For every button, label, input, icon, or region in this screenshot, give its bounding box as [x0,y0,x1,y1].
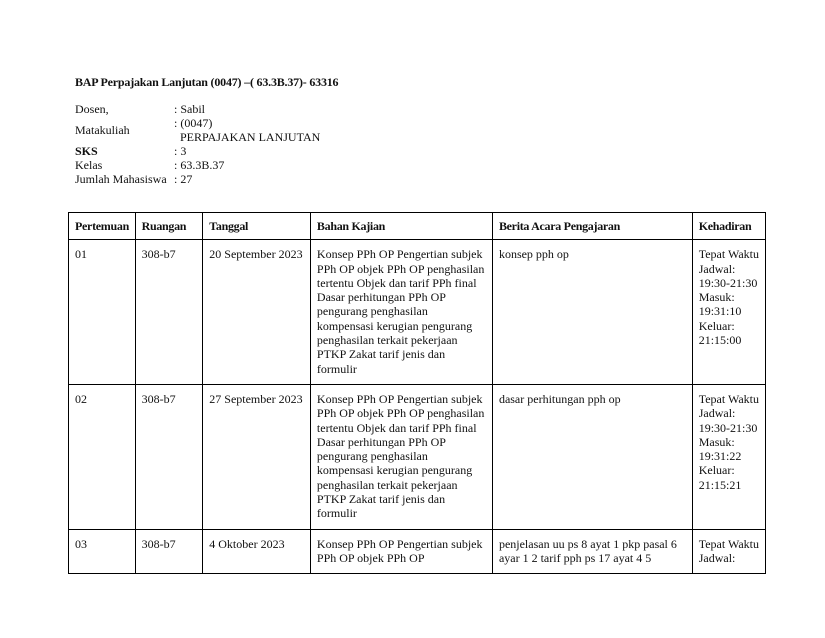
cell-ruangan: 308-b7 [135,384,203,529]
header-kehadiran: Kehadiran [692,213,765,240]
matakuliah-name: PERPAJAKAN LANJUTAN [180,130,321,144]
bap-table [68,212,766,574]
matakuliah-value [174,116,320,144]
kehadiran-masuk-value: 19:31:10 [698,304,742,319]
cell-ruangan: 308-b7 [135,529,203,574]
dosen-label: Dosen, [75,102,109,116]
kehadiran-status: Tepat Waktu [698,391,759,406]
kehadiran-keluar-value: 21:15:21 [698,477,742,492]
cell-ruangan: 308-b7 [135,240,203,385]
cell-bahan-kajian: Konsep PPh OP Pengertian subjek PPh OP objek PPh OP [310,529,492,574]
cell-kehadiran [692,384,765,529]
header-ruangan: Ruangan [135,213,203,240]
table-row [69,240,766,385]
course-info [75,102,320,186]
table-row [69,384,766,529]
header-bahan-kajian: Bahan Kajian [310,213,492,240]
table-row [69,529,766,574]
kehadiran-jadwal-label: Jadwal: [698,406,736,421]
jumlah-value: : 27 [174,172,193,186]
kehadiran-jadwal-value: 19:30-21:30 [698,420,758,435]
info-row-matakuliah [75,116,320,144]
cell-tanggal: 27 September 2023 [203,384,311,529]
dosen-value: : Sabil [174,102,206,116]
info-row-kelas [75,158,320,172]
cell-kehadiran [692,529,765,574]
kehadiran-status: Tepat Waktu [698,536,759,551]
document-title: BAP Perpajakan Lanjutan (0047) –( 63.3B.37)- 63316 [75,75,339,89]
kelas-label: Kelas [75,158,103,172]
kehadiran-masuk-label: Masuk: [698,434,735,449]
cell-berita-acara: konsep pph op [492,240,692,385]
kehadiran-jadwal-label: Jadwal: [698,550,736,565]
sks-label: SKS [75,144,98,158]
cell-bahan-kajian: Konsep PPh OP Pengertian subjek PPh OP objek PPh OP penghasilan tertentu Objek dan tarif PPh final Dasar perhitungan PPh OP pengurang penghasilan kompensasi kerugian pengurang penghasilan terkait pekerjaan PTKP Zakat tarif jenis dan formulir [310,240,492,385]
info-row-dosen [75,102,320,116]
kehadiran-masuk-value: 19:31:22 [698,449,742,464]
kehadiran-jadwal-value: 19:30-21:30 [698,275,758,290]
header-berita-acara: Berita Acara Pengajaran [492,213,692,240]
cell-pertemuan: 03 [69,529,136,574]
cell-bahan-kajian: Konsep PPh OP Pengertian subjek PPh OP objek PPh OP penghasilan tertentu Objek dan tarif PPh final Dasar perhitungan PPh OP pengurang penghasilan kompensasi kerugian pengurang penghasilan terkait pekerjaan PTKP Zakat tarif jenis dan formulir [310,384,492,529]
sks-value: : 3 [174,144,187,158]
cell-tanggal: 20 September 2023 [203,240,311,385]
kehadiran-keluar-label: Keluar: [698,463,735,478]
kehadiran-status: Tepat Waktu [698,247,759,262]
matakuliah-label: Matakuliah [75,123,130,137]
cell-tanggal: 4 Oktober 2023 [203,529,311,574]
header-tanggal: Tanggal [203,213,311,240]
info-row-jumlah [75,172,320,186]
cell-kehadiran [692,240,765,385]
kehadiran-keluar-value: 21:15:00 [698,333,742,348]
jumlah-label: Jumlah Mahasiswa [75,172,167,186]
table-header-row [69,213,766,240]
kelas-value: : 63.3B.37 [174,158,225,172]
cell-berita-acara: penjelasan uu ps 8 ayat 1 pkp pasal 6 ayar 1 2 tarif pph ps 17 ayat 4 5 [492,529,692,574]
cell-pertemuan: 01 [69,240,136,385]
kehadiran-jadwal-label: Jadwal: [698,261,736,276]
cell-pertemuan: 02 [69,384,136,529]
matakuliah-code: : (0047) [174,116,213,130]
header-pertemuan: Pertemuan [69,213,136,240]
info-row-sks [75,144,320,158]
cell-berita-acara: dasar perhitungan pph op [492,384,692,529]
kehadiran-keluar-label: Keluar: [698,318,735,333]
kehadiran-masuk-label: Masuk: [698,290,735,305]
